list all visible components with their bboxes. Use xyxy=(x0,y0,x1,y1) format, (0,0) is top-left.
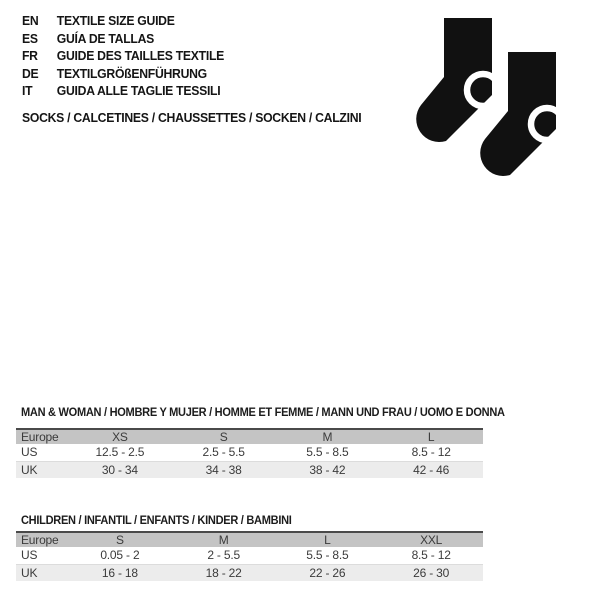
size-value: 26 - 30 xyxy=(413,565,450,580)
size-value: 18 - 22 xyxy=(205,565,242,580)
size-value: 16 - 18 xyxy=(101,565,138,580)
language-code: ES xyxy=(22,30,38,46)
language-label: GUIDE DES TAILLES TEXTILE xyxy=(56,48,224,64)
language-label: GUÍA DE TALLAS xyxy=(56,30,154,46)
row-label: UK xyxy=(21,462,38,477)
column-header-size: M xyxy=(218,533,229,547)
table-row-uk xyxy=(16,564,483,581)
size-value: 42 - 46 xyxy=(413,462,450,477)
size-value: 5.5 - 8.5 xyxy=(306,548,349,563)
language-code: IT xyxy=(22,83,33,99)
language-label: TEXTILGRÖßENFÜHRUNG xyxy=(56,65,207,81)
size-value: 12.5 - 2.5 xyxy=(95,445,145,460)
size-table-title: CHILDREN / INFANTIL / ENFANTS / KINDER / BAMBINI xyxy=(21,515,292,527)
category-line: SOCKS / CALCETINES / CHAUSSETTES / SOCKEN / CALZINI xyxy=(22,110,362,125)
size-value: 38 - 42 xyxy=(309,462,346,477)
language-code: FR xyxy=(22,48,38,64)
size-table-children xyxy=(16,531,483,581)
size-table-title: MAN & WOMAN / HOMBRE Y MUJER / HOMME ET FEMME / MANN UND FRAU / UOMO E DONNA xyxy=(21,407,505,419)
size-value: 22 - 26 xyxy=(309,565,346,580)
language-row-it xyxy=(22,82,237,100)
column-header-size: M xyxy=(322,430,333,444)
table-row-uk xyxy=(16,461,483,478)
row-label: US xyxy=(21,548,38,563)
size-table-man-woman xyxy=(16,428,483,478)
language-label: TEXTILE SIZE GUIDE xyxy=(56,13,175,29)
column-header-size: L xyxy=(324,533,331,547)
table-header-row xyxy=(16,429,483,444)
row-label: US xyxy=(21,445,38,460)
language-code: EN xyxy=(22,13,39,29)
column-header-size: S xyxy=(115,533,124,547)
table-row-us xyxy=(16,547,483,564)
size-tables xyxy=(16,405,505,581)
language-row-en xyxy=(22,12,237,30)
row-label: UK xyxy=(21,565,38,580)
size-value: 8.5 - 12 xyxy=(411,445,451,460)
column-header-region: Europe xyxy=(21,533,59,547)
size-section-man-woman xyxy=(16,405,505,478)
size-section-children xyxy=(16,513,483,581)
column-header-size: XXL xyxy=(420,533,443,547)
socks-icon xyxy=(405,8,570,183)
size-value: 2.5 - 5.5 xyxy=(202,445,245,460)
language-list xyxy=(22,12,237,100)
language-row-es xyxy=(22,30,237,48)
table-row-us xyxy=(16,444,483,461)
language-row-de xyxy=(22,65,237,83)
language-label: GUIDA ALLE TAGLIE TESSILI xyxy=(56,83,221,99)
size-value: 2 - 5.5 xyxy=(207,548,240,563)
size-value: 30 - 34 xyxy=(101,462,138,477)
size-value: 0.05 - 2 xyxy=(100,548,140,563)
language-row-fr xyxy=(22,47,237,65)
language-code: DE xyxy=(22,65,39,81)
column-header-size: S xyxy=(219,430,228,444)
column-header-size: L xyxy=(427,430,435,444)
size-value: 8.5 - 12 xyxy=(411,548,451,563)
size-value: 34 - 38 xyxy=(205,462,242,477)
size-value: 5.5 - 8.5 xyxy=(306,445,349,460)
column-header-region: Europe xyxy=(21,430,59,444)
column-header-size: XS xyxy=(112,430,128,444)
table-header-row xyxy=(16,532,483,547)
